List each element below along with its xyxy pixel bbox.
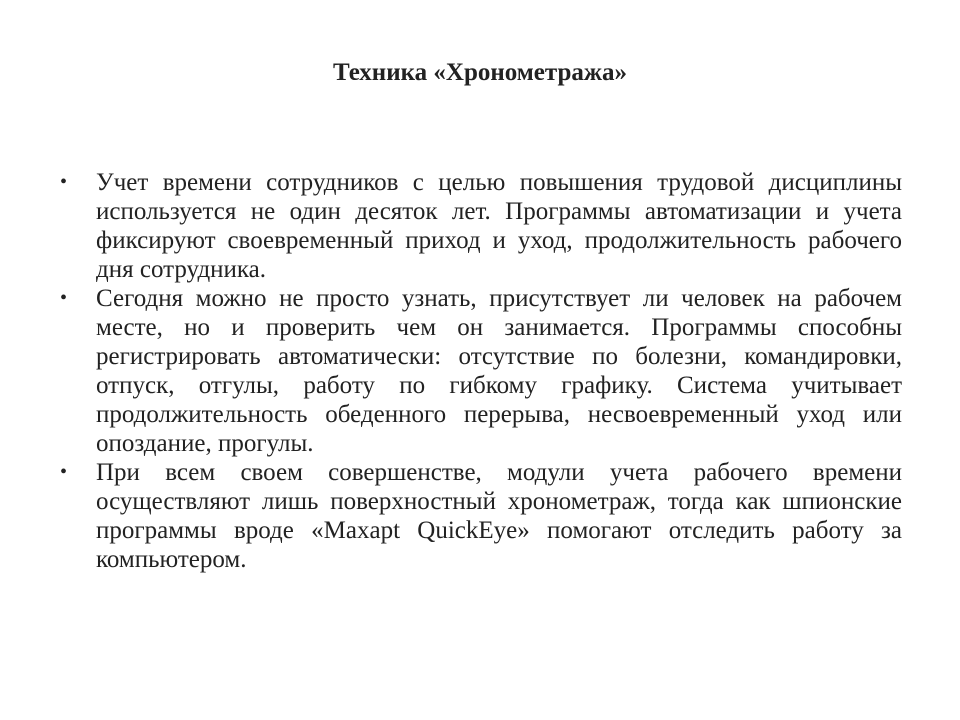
slide-title: Техника «Хронометража» xyxy=(332,59,628,86)
bullet-text: Сегодня можно не просто узнать, присутствует ли человек на рабочем месте, но и проверить чем он занимается. Программы способны регистрировать автоматически: отсутствие по болезни, командировки, отпуск, отгулы, работу по гибкому графику. Система учитывает продолжительность обеденного перерыва, несвоевременный уход или опоздание, прогулы. xyxy=(96,285,902,457)
bullet-text: При всем своем совершенстве, модули учета рабочего времени осуществляют лишь поверхностный хронометраж, тогда как шпионские программы вроде «Maxapt QuickEye» помогают отследить работу за компьютером. xyxy=(96,459,902,573)
bullet-icon: • xyxy=(60,287,68,309)
bullet-item xyxy=(60,458,902,574)
bullet-item xyxy=(60,284,902,458)
bullet-item xyxy=(60,168,902,284)
bullet-list xyxy=(60,168,902,574)
bullet-icon: • xyxy=(60,461,68,483)
bullet-text: Учет времени сотрудников с целью повышения трудовой дисциплины используется не один десяток лет. Программы автоматизации и учета фиксируют своевременный приход и уход, продолжительность рабочего дня сотрудника. xyxy=(96,169,902,283)
bullet-icon: • xyxy=(60,171,68,193)
